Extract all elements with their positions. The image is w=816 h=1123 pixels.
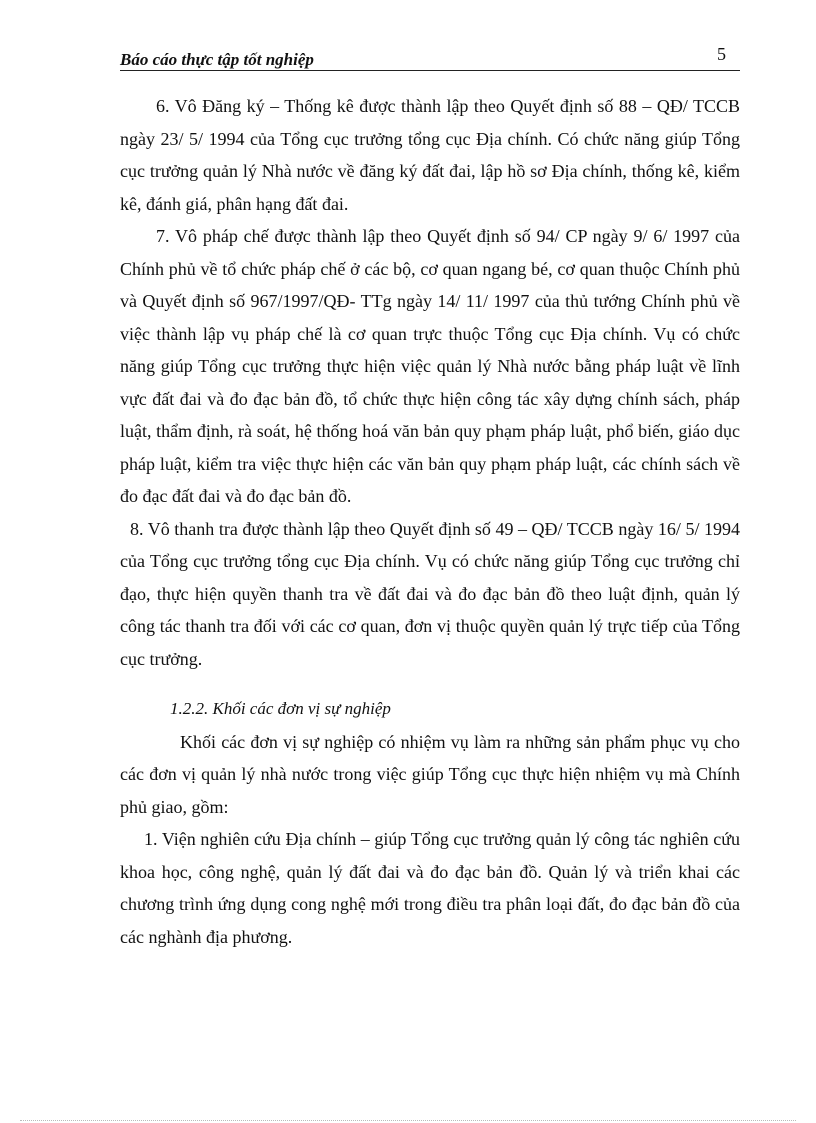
page-bottom-divider (20, 1120, 796, 1121)
header-title: Báo cáo thực tập tốt nghiệp (120, 50, 314, 69)
paragraph-intro: Khối các đơn vị sự nghiệp có nhiệm vụ làm ra những sản phẩm phục vụ cho các đơn vị quản lý nhà nước trong việc giúp Tổng cục thực hiện nhiệm vụ mà Chính phủ giao, gồm: (120, 731, 740, 817)
paragraph-item-7: 7. Vô pháp chế được thành lập theo Quyết định số 94/ CP ngày 9/ 6/ 1997 của Chính phủ về tổ chức pháp chế ở các bộ, cơ quan ngang bé, cơ quan thuộc Chính phủ và Quyết định số 967/1997/QĐ- TTg ngày 14/ 11/ 1997 của thủ tướng Chính phủ về việc thành lập vụ pháp chế là cơ quan trực thuộc Tổng cục Địa chính. Vụ có chức năng giúp Tổng cục trưởng thực hiện việc quản lý Nhà nước bằng pháp luật về lĩnh vực đất đai và đo đạc bản đồ, tổ chức thực hiện công tác xây dựng chính sách, pháp luật, thẩm định, rà soát, hệ thống hoá văn bản quy phạm pháp luật, phổ biến, giáo dục pháp luật, kiểm tra việc thực hiện các văn bản quy phạm pháp luật, các chính sách về đo đạc đất đai và đo đạc bản đồ. (120, 226, 740, 506)
page-number: 5 (717, 44, 726, 64)
document-body (120, 90, 740, 953)
paragraph-item-1: 1. Viện nghiên cứu Địa chính – giúp Tổng cục trưởng quản lý công tác nghiên cứu khoa học, công nghệ, quản lý đất đai và đo đạc bản đồ. Quản lý và triển khai các chương trình ứng dụng cong nghệ mới trong điều tra phân loại đất, đo đạc bản đồ của các nghành địa phương. (120, 829, 740, 947)
section-heading: 1.2.2. Khối các đơn vị sự nghiệp (170, 699, 391, 718)
paragraph-item-6: 6. Vô Đăng ký – Thống kê được thành lập theo Quyết định số 88 – QĐ/ TCCB ngày 23/ 5/ 1994 của Tổng cục trưởng tổng cục Địa chính. Có chức năng giúp Tổng cục trưởng quản lý Nhà nước về đăng ký đất đai, lập hồ sơ Địa chính, thống kê, kiểm kê, đánh giá, phân hạng đất đai. (120, 96, 740, 214)
paragraph-item-8: 8. Vô thanh tra được thành lập theo Quyết định số 49 – QĐ/ TCCB ngày 16/ 5/ 1994 của Tổng cục trưởng tổng cục Địa chính. Vụ có chức năng giúp Tổng cục trưởng chỉ đạo, thực hiện quyền thanh tra về đất đai và đo đạc bản đồ theo luật định, quản lý công tác thanh tra đối với các cơ quan, đơn vị thuộc quyền quản lý trực tiếp của Tổng cục trưởng. (120, 518, 740, 669)
page-header (120, 44, 740, 71)
